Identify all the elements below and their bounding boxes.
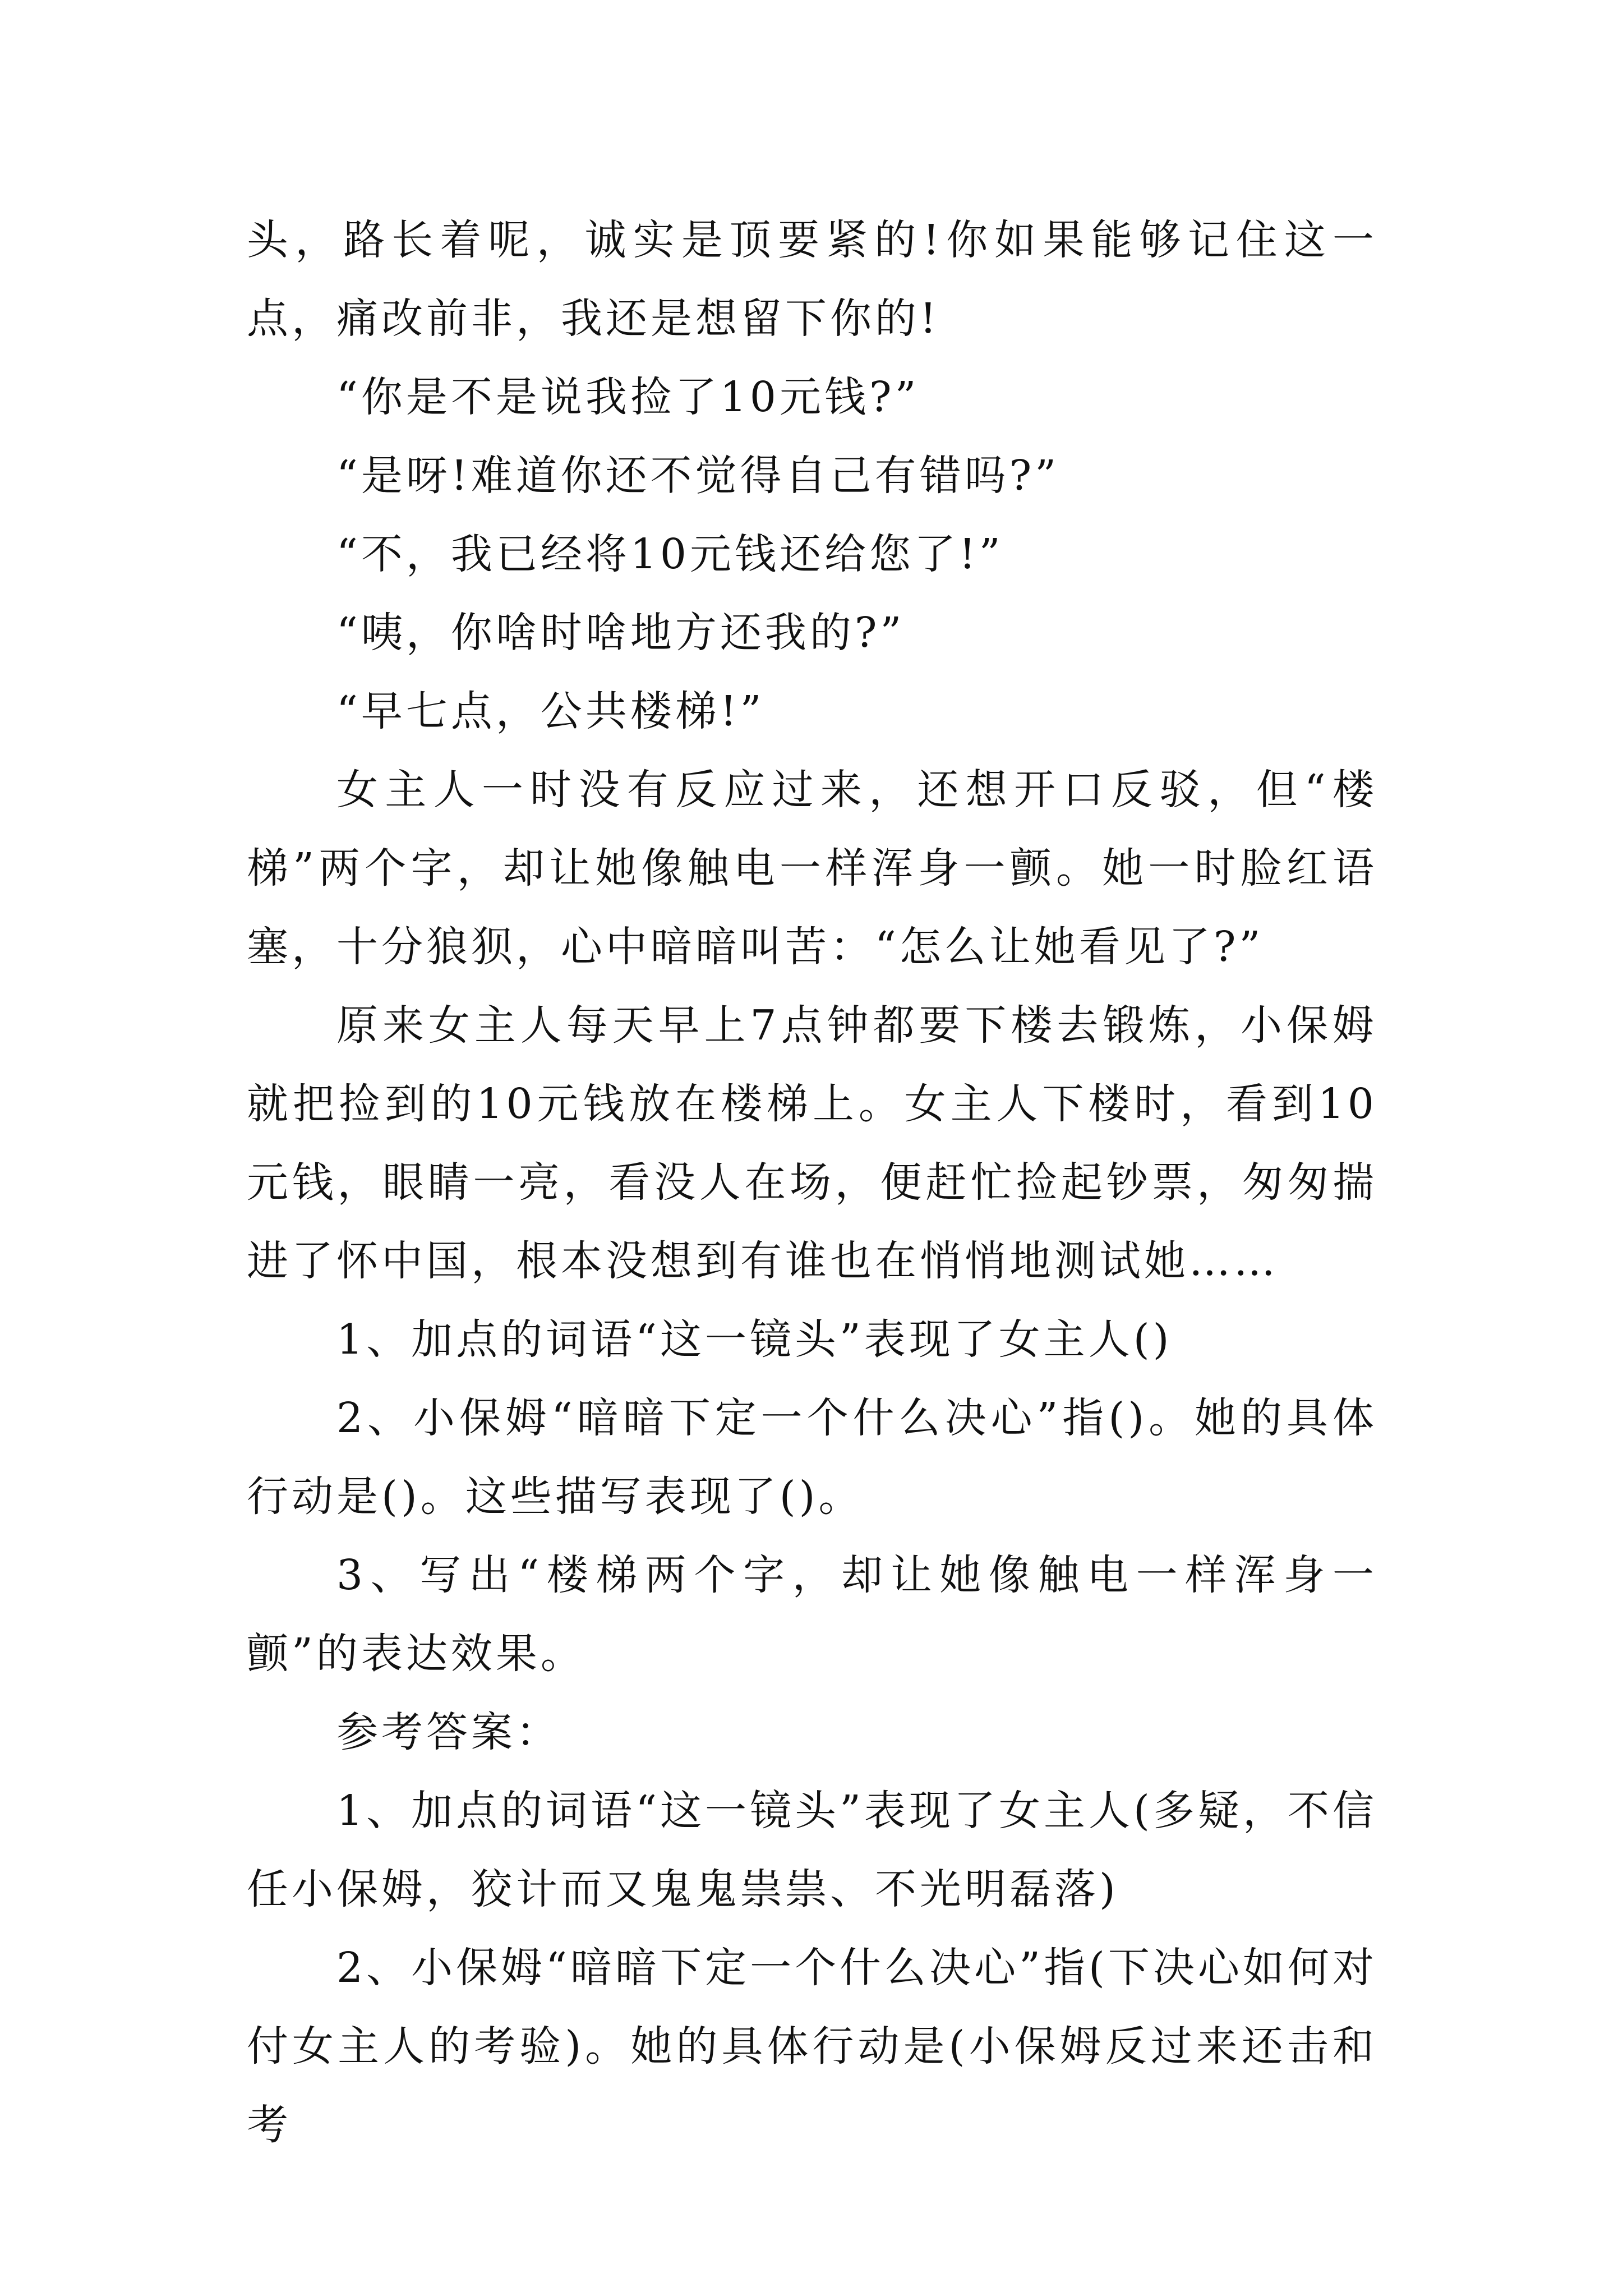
question-3: 3、写出“楼梯两个字，却让她像触电一样浑身一颤”的表达效果。: [247, 1551, 1377, 1678]
paragraph-3: “是呀!难道你还不觉得自己有错吗?”: [336, 452, 1060, 500]
answer-1: 1、加点的词语“这一镜头”表现了女主人(多疑，不信任小保姆，狡计而又鬼鬼祟祟、不光明磊落): [247, 1787, 1377, 1913]
paragraph-1: 头，路长着呢，诚实是顶要紧的!你如果能够记住这一点，痛改前非，我还是想留下你的!: [247, 216, 1377, 343]
paragraph-5: “咦，你啥时啥地方还我的?”: [336, 609, 905, 657]
question-2: 2、小保姆“暗暗下定一个什么决心”指()。她的具体行动是()。这些描写表现了()。: [247, 1394, 1377, 1521]
paragraph-8: 原来女主人每天早上7点钟都要下楼去锻炼，小保姆就把捡到的10元钱放在楼梯上。女主人下楼时，看到10元钱，眼睛一亮，看没人在场，便赶忙捡起钞票，匆匆揣进了怀中国，根本没想到有谁也在悄悄地测试她……: [247, 1001, 1377, 1285]
answer-2: 2、小保姆“暗暗下定一个什么决心”指(下决心如何对付女主人的考验)。她的具体行动是(小保姆反过来还击和考: [247, 1944, 1377, 2149]
paragraph-7: 女主人一时没有反应过来，还想开口反驳，但“楼梯”两个字，却让她像触电一样浑身一颤。她一时脸红语塞，十分狼狈，心中暗暗叫苦：“怎么让她看见了?”: [247, 766, 1377, 971]
document-body: [247, 201, 1377, 2164]
paragraph-6: “早七点，公共楼梯!”: [336, 687, 765, 735]
answer-heading: 参考答案：: [336, 1708, 561, 1756]
question-1: 1、加点的词语“这一镜头”表现了女主人(): [336, 1315, 1173, 1364]
paragraph-4: “不，我已经将10元钱还给您了!”: [336, 530, 1004, 578]
paragraph-2: “你是不是说我捡了10元钱?”: [336, 373, 920, 421]
